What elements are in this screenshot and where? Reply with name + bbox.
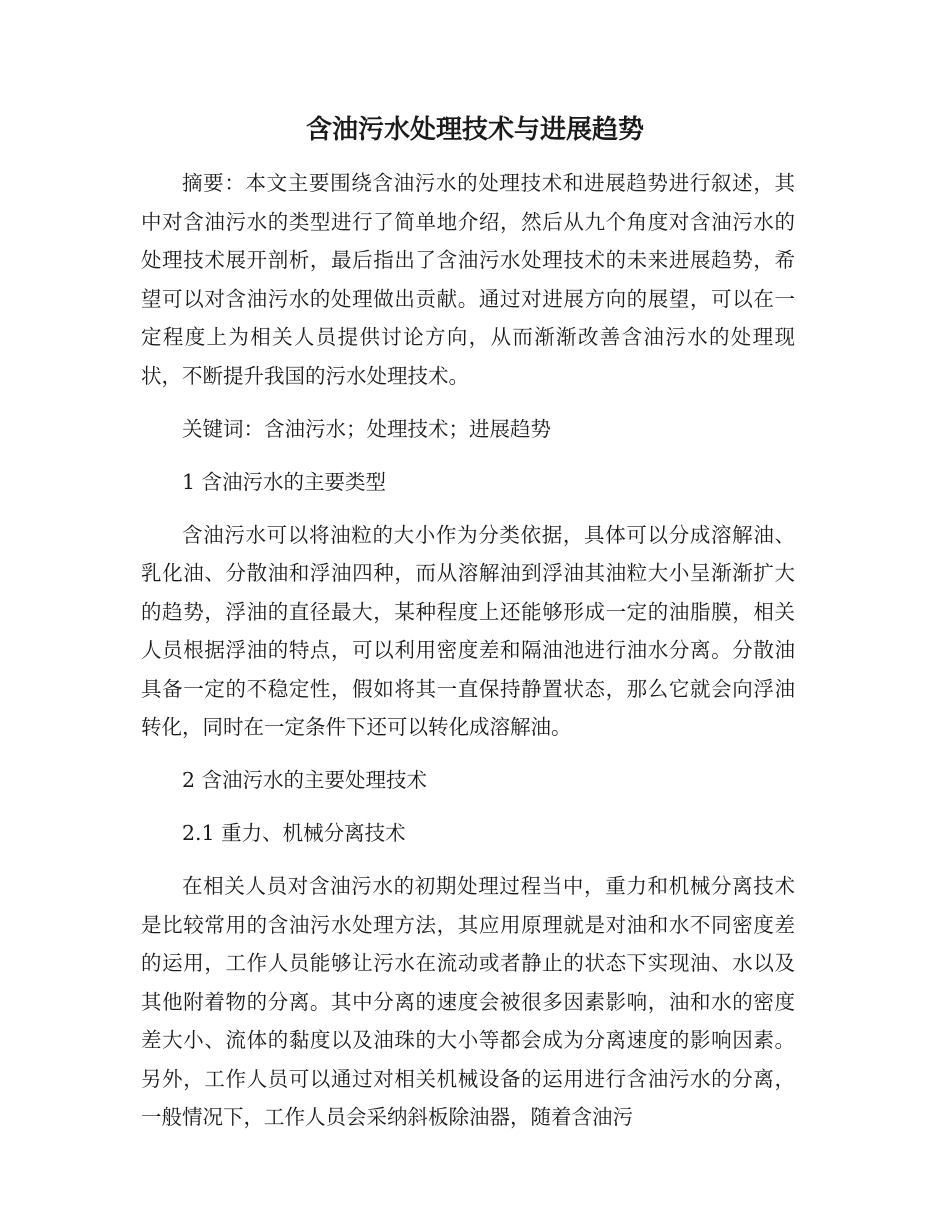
abstract-paragraph: 摘要：本文主要围绕含油污水的处理技术和进展趋势进行叙述，其中对含油污水的类型进行了简单地介绍，然后从九个角度对含油污水的处理技术展开剖析，最后指出了含油污水处理技术的未来进展趋势，希望可以对含油污水的处理做出贡献。通过对进展方向的展望，可以在一定程度上为相关人员提供讨论方向，从而渐渐改善含油污水的处理现状，不断提升我国的污水处理技术。	[141, 171, 795, 388]
section-2-1-heading: 2.1 重力、机械分离技术	[182, 821, 406, 845]
section-2-1-paragraph: 在相关人员对含油污水的初期处理过程当中，重力和机械分离技术是比较常用的含油污水处理方法，其应用原理就是对油和水不同密度差的运用，工作人员能够让污水在流动或者静止的状态下实现油、水以及其他附着物的分离。其中分离的速度会被很多因素影响，油和水的密度差大小、流体的黏度以及油珠的大小等都会成为分离速度的影响因素。另外，工作人员可以通过对相关机械设备的运用进行含油污水的分离，一般情况下，工作人员会采纳斜板除油器，随着含油污	[141, 874, 795, 1129]
section-2-heading: 2 含油污水的主要处理技术	[182, 768, 428, 792]
keywords-line: 关键词：含油污水；处理技术；进展趋势	[182, 416, 551, 441]
section-1-heading: 1 含油污水的主要类型	[182, 469, 387, 494]
document-title: 含油污水处理技术与进展趋势	[305, 115, 644, 145]
document-body	[141, 164, 795, 1137]
section-1-paragraph: 含油污水可以将油粒的大小作为分类依据，具体可以分成溶解油、乳化油、分散油和浮油四种，而从溶解油到浮油其油粒大小呈渐渐扩大的趋势，浮油的直径最大，某种程度上还能够形成一定的油脂膜，相关人员根据浮油的特点，可以利用密度差和隔油池进行油水分离。分散油具备一定的不稳定性，假如将其一直保持静置状态，那么它就会向浮油转化，同时在一定条件下还可以转化成溶解油。	[141, 522, 795, 739]
